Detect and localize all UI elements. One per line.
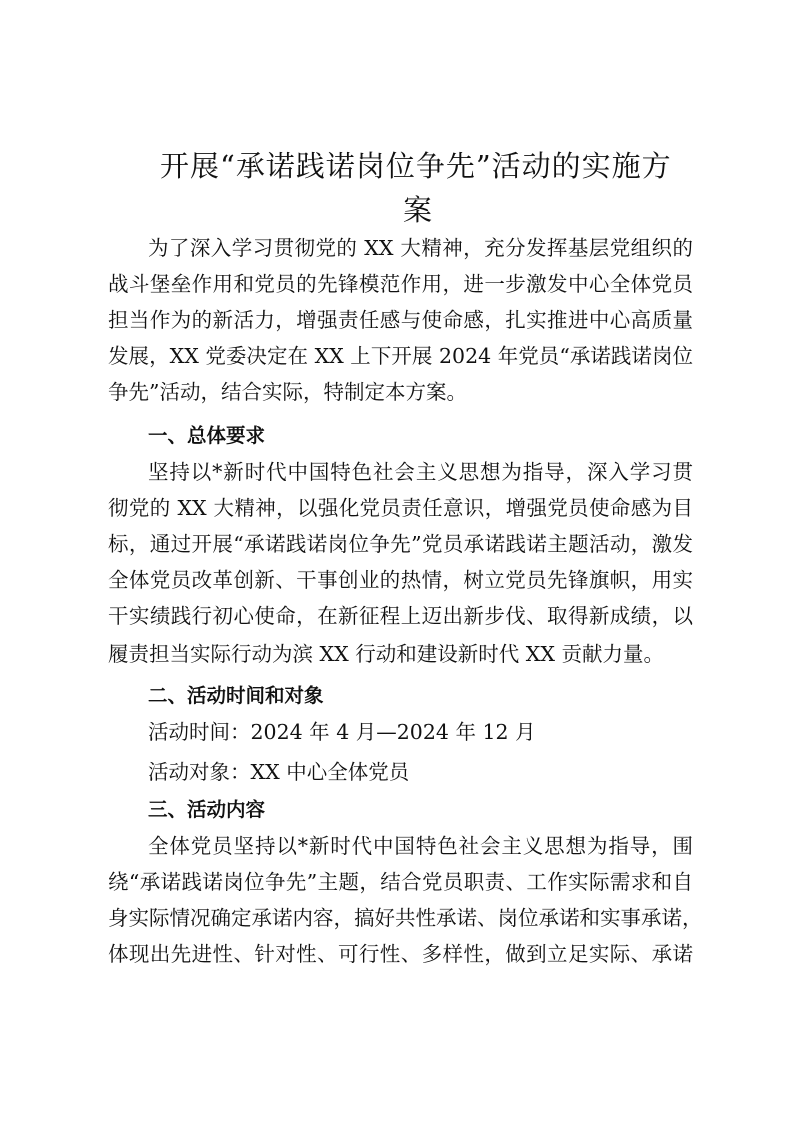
intro-line: 战斗堡垒作用和党员的先锋模范作用，进一步激发中心全体党员	[108, 272, 693, 296]
activity-time: 活动时间：2024 年 4 月—2024 年 12 月	[148, 720, 536, 744]
activity-target: 活动对象：XX 中心全体党员	[148, 760, 410, 784]
section1-line: 坚持以*新时代中国特色社会主义思想为指导，深入学习贯	[148, 460, 693, 484]
intro-line: 争先”活动，结合实际，特制定本方案。	[108, 380, 467, 404]
section1-line: 全体党员改革创新、干事创业的热情，树立党员先锋旗帜，用实	[108, 568, 693, 592]
section1-line: 彻党的 XX 大精神，以强化党员责任意识，增强党员使命感为目	[108, 496, 693, 520]
section-heading-activity-content: 三、活动内容	[148, 798, 266, 821]
intro-line: 发展，XX 党委决定在 XX 上下开展 2024 年党员“承诺践诺岗位	[108, 344, 693, 368]
intro-line: 为了深入学习贯彻党的 XX 大精神，充分发挥基层党组织的	[148, 236, 693, 260]
section3-line: 身实际情况确定承诺内容，搞好共性承诺、岗位承诺和实事承诺，	[108, 906, 703, 930]
section3-line: 体现出先进性、针对性、可行性、多样性，做到立足实际、承诺	[108, 942, 693, 966]
section1-line: 干实绩践行初心使命，在新征程上迈出新步伐、取得新成绩，以	[108, 604, 693, 628]
section3-line: 绕“承诺践诺岗位争先”主题，结合党员职责、工作实际需求和自	[108, 870, 693, 894]
section-heading-time-and-target: 二、活动时间和对象	[148, 684, 324, 707]
section1-line: 履责担当实际行动为滨 XX 行动和建设新时代 XX 贡献力量。	[108, 642, 664, 666]
section3-line: 全体党员坚持以*新时代中国特色社会主义思想为指导，围	[148, 834, 693, 858]
document-title-line-2: 案	[402, 193, 433, 227]
document-title-line-1: 开展“承诺践诺岗位争先”活动的实施方	[160, 149, 672, 183]
intro-line: 担当作为的新活力，增强责任感与使命感，扎实推进中心高质量	[108, 308, 693, 332]
section1-line: 标，通过开展“承诺践诺岗位争先”党员承诺践诺主题活动，激发	[108, 532, 693, 556]
section-heading-overall-requirements: 一、总体要求	[148, 424, 266, 447]
